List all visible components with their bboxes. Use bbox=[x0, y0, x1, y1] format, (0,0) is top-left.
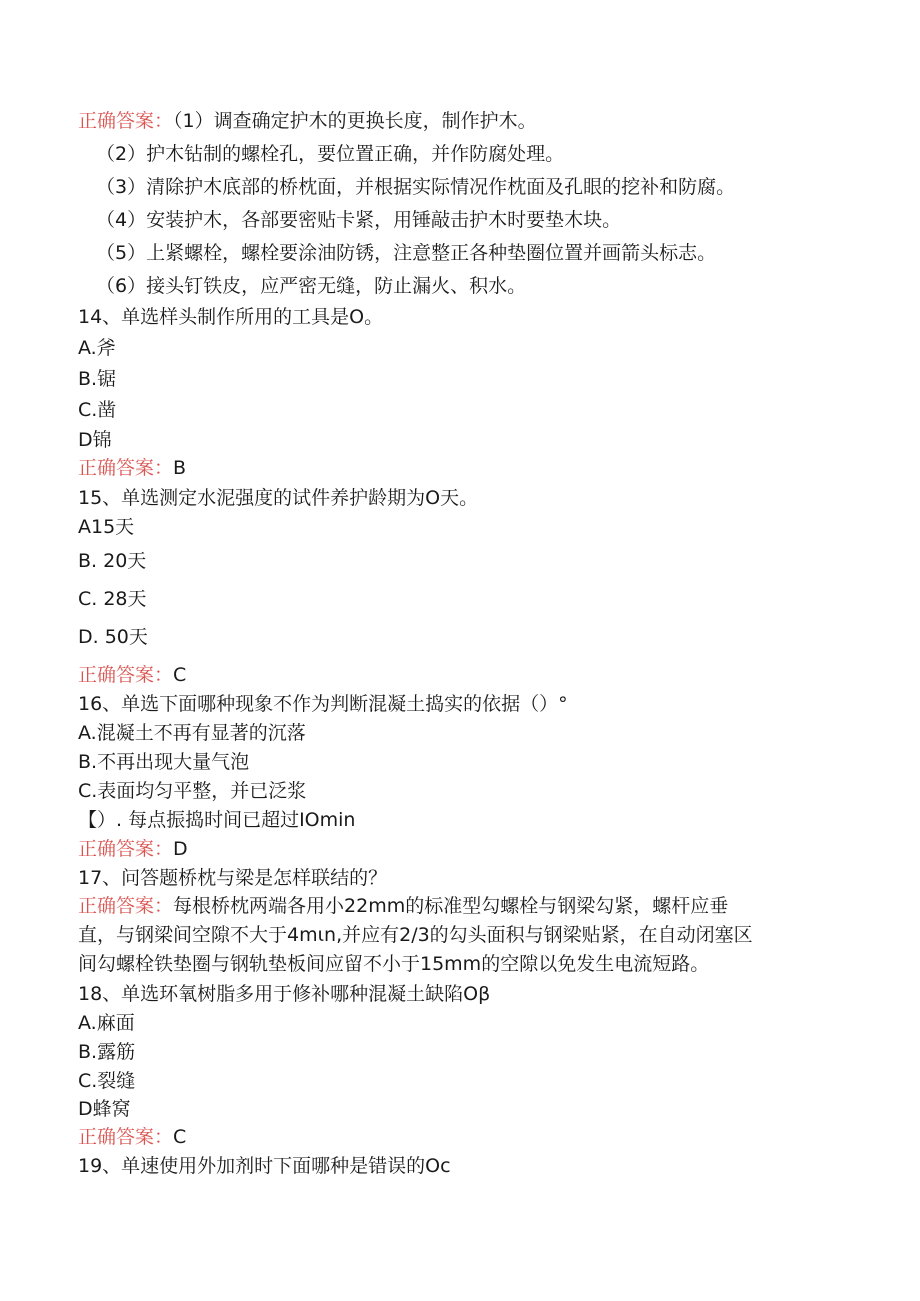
q18-option-a: A.麻面 bbox=[78, 1012, 135, 1034]
q15-answer bbox=[78, 663, 186, 687]
intro-step-3: （3）清除护木底部的桥枕面，并根据实际情况作枕面及孔眼的挖补和防腐。 bbox=[96, 176, 736, 198]
intro-step-2: （2）护木钻制的螺栓孔，要位置正确，并作防腐处理。 bbox=[96, 143, 565, 165]
q16-option-a: A.混凝土不再有显著的沉落 bbox=[78, 722, 306, 744]
q14-question: 14、单选样头制作所用的工具是O。 bbox=[78, 306, 384, 328]
q16-answer bbox=[78, 837, 188, 861]
q15-option-a: A15天 bbox=[78, 516, 135, 538]
q16-answer-value: D bbox=[173, 838, 188, 860]
q18-answer bbox=[78, 1125, 186, 1149]
q14-option-d: D锦 bbox=[78, 429, 112, 451]
q19-question: 19、单速使用外加剂时下面哪种是错误的Oc bbox=[78, 1155, 451, 1177]
q17-answer-line-1 bbox=[78, 894, 728, 918]
q14-option-b: B.锯 bbox=[78, 368, 117, 390]
answer-label: 正确答案： bbox=[78, 838, 174, 860]
answer-label: 正确答案： bbox=[78, 664, 174, 686]
intro-step-5: （5）上紧螺栓，螺栓要涂油防锈，注意整正各种垫圈位置并画箭头标志。 bbox=[96, 242, 717, 264]
intro-answer-line bbox=[78, 109, 537, 133]
intro-step-6: （6）接头钉铁皮，应严密无缝，防止漏火、积水。 bbox=[96, 275, 527, 297]
intro-step-4: （4）安装护木，各部要密贴卡紧，用锤敲击护木时要垫木块。 bbox=[96, 209, 622, 231]
q16-option-b: B.不再出现大量气泡 bbox=[78, 751, 250, 773]
q15-option-c: C. 28天 bbox=[78, 588, 147, 610]
intro-first-step: （1）调查确定护木的更换长度，制作护木。 bbox=[173, 110, 537, 132]
answer-label: 正确答案： bbox=[78, 1126, 174, 1148]
q16-option-c: C.表面均匀平整，并已泛浆 bbox=[78, 780, 307, 802]
q15-answer-value: C bbox=[173, 664, 187, 686]
q18-option-c: C.裂缝 bbox=[78, 1070, 136, 1092]
q17-question: 17、问答题桥枕与梁是怎样联结的？ bbox=[78, 867, 388, 889]
q15-option-d: D. 50天 bbox=[78, 626, 148, 648]
q16-option-d: 【）. 每点振捣时间已超过IOmin bbox=[78, 809, 356, 831]
q18-answer-value: C bbox=[173, 1126, 187, 1148]
q14-answer bbox=[78, 456, 186, 480]
q16-question: 16、单选下面哪种现象不作为判断混凝土捣实的依据（）° bbox=[78, 693, 568, 715]
q15-question: 15、单选测定水泥强度的试件养护龄期为O天。 bbox=[78, 487, 479, 509]
q17-answer-line-2: 直，与钢梁间空隙不大于4mιn,并应有2/3的勾头面积与钢梁贴紧，在自动闭塞区 bbox=[78, 924, 753, 946]
q17-answer-text-1: 每根桥枕两端各用小22mm的标准型勾螺栓与钢梁勾紧，螺杆应垂 bbox=[173, 895, 729, 917]
q18-option-b: B.露筋 bbox=[78, 1041, 136, 1063]
answer-label: 正确答案： bbox=[78, 457, 174, 479]
answer-label: 正确答案： bbox=[78, 110, 174, 132]
q15-option-b: B. 20天 bbox=[78, 550, 147, 572]
q14-option-a: A.斧 bbox=[78, 337, 116, 359]
q14-option-c: C.凿 bbox=[78, 399, 117, 421]
answer-label: 正确答案： bbox=[78, 895, 174, 917]
q14-answer-value: B bbox=[173, 457, 187, 479]
q18-question: 18、单选环氧树脂多用于修补哪种混凝土缺陷Oβ bbox=[78, 983, 491, 1005]
q18-option-d: D蜂窝 bbox=[78, 1098, 131, 1120]
q17-answer-line-3: 间勾螺栓铁垫圈与钢轨垫板间应留不小于15mm的空隙以免发生电流短路。 bbox=[78, 953, 710, 975]
